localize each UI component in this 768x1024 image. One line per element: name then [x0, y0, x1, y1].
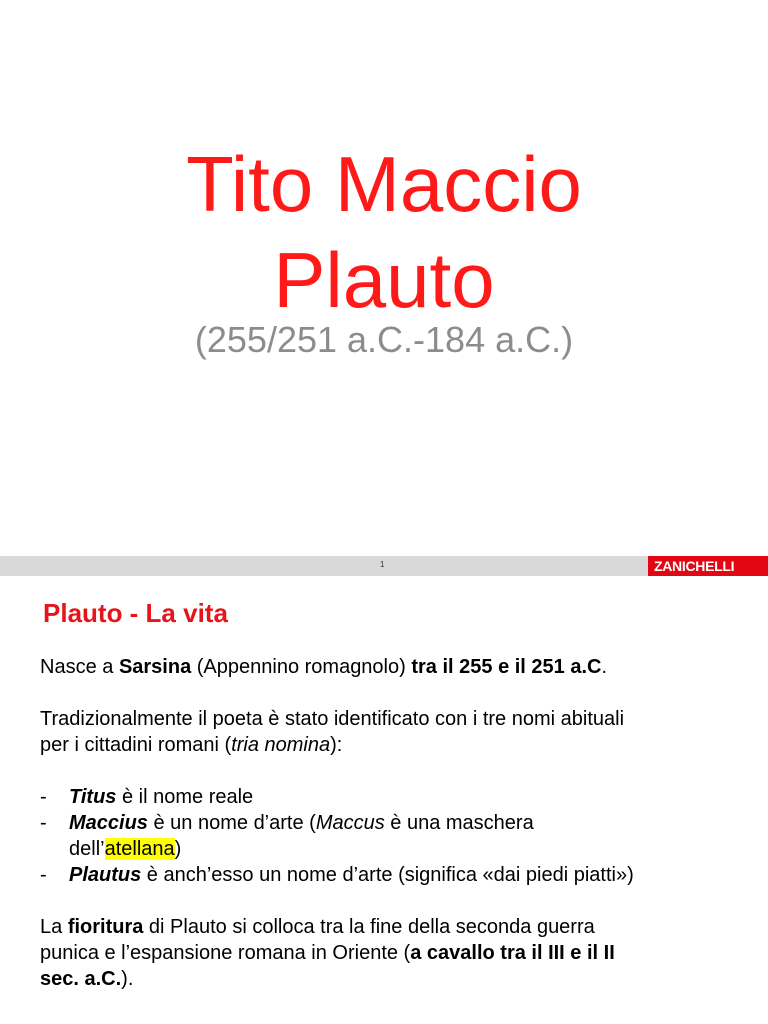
text: (Appennino romagnolo): [191, 656, 412, 678]
text: .: [601, 656, 608, 678]
text: è una maschera dell’: [69, 812, 534, 860]
slide-footer-bar: [0, 556, 768, 576]
bold-text: a cavallo tra il III e il II sec. a.C.: [40, 942, 615, 990]
list-item: [40, 862, 640, 888]
content-slide: [0, 576, 768, 1024]
text: La: [40, 916, 68, 938]
bullet-dash: -: [40, 864, 47, 886]
text: di Plauto si colloca tra la fine della seconda guerra punica e l’espansione romana in Oriente (: [40, 916, 595, 964]
bold-text: fioritura: [67, 916, 144, 938]
text: Tradizionalmente il poeta è stato identificato con i tre nomi abituali per i cittadini romani (: [40, 708, 625, 756]
bold-text: tra il 255 e il 251 a.C: [411, 656, 602, 678]
names-list: [40, 784, 640, 888]
list-item: [40, 810, 640, 862]
text: Nasce a: [40, 656, 119, 678]
text: ):: [330, 734, 343, 756]
italic-text: Maccus: [315, 812, 385, 834]
bold-italic-name: Plautus: [69, 864, 142, 886]
paragraph-flourishing: [40, 914, 640, 992]
title-line-1: Tito Maccio: [186, 140, 582, 228]
text: è anch’esso un nome d’arte (significa «dai piedi piatti»): [141, 864, 634, 886]
bullet-dash: -: [40, 812, 47, 834]
text: ).: [121, 968, 134, 990]
slide-title: [0, 136, 768, 328]
text: è il nome reale: [116, 786, 254, 808]
list-item: [40, 784, 640, 810]
slide-subtitle: (255/251 a.C.-184 a.C.): [194, 319, 574, 360]
text: è un nome d’arte (: [147, 812, 316, 834]
text: ): [174, 838, 182, 860]
slide-body: [40, 654, 640, 992]
title-line-2: Plauto: [273, 236, 495, 324]
page-number: 1: [380, 560, 385, 569]
paragraph-birth: [40, 654, 640, 680]
bold-italic-name: Titus: [69, 786, 117, 808]
zanichelli-logo: ZANICHELLI: [648, 556, 768, 576]
bold-text: Sarsina: [118, 656, 192, 678]
paragraph-names: [40, 706, 640, 758]
slide-heading: Plauto - La vita: [43, 598, 228, 628]
bullet-dash: -: [40, 786, 47, 808]
italic-text: tria nomina: [231, 734, 331, 756]
highlighted-text: atellana: [104, 838, 175, 860]
bold-italic-name: Maccius: [69, 812, 148, 834]
